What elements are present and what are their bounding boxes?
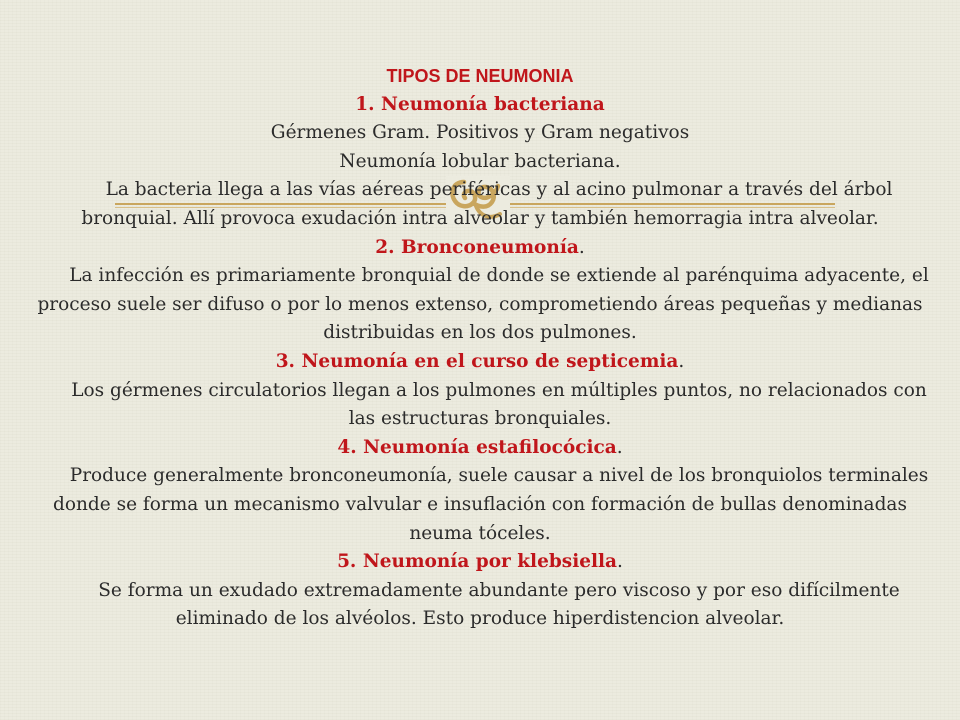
section-1-body: La bacteria llega a las vías aéreas periféricas y al acino pulmonar a través del árbol bronquial. Allí provoca exudación intra alveolar y también hemorragia intra alveolar. (81, 179, 893, 229)
section-heading-3: 3. Neumonía en el curso de septicemia. (275, 350, 685, 372)
section-heading-5: 5. Neumonía por klebsiella. (337, 551, 623, 573)
section-4-body: Produce generalmente bronconeumonía, suele causar a nivel de los bronquiolos terminales donde se forma un mecanismo valvular e insuflación con formación de bullas denominadas neuma tóceles. (53, 465, 929, 544)
section-1-subtitle-2: Neumonía lobular bacteriana. (339, 150, 621, 172)
section-heading-1: 1. Neumonía bacteriana (355, 93, 605, 115)
slide-title: TIPOS DE NEUMONIA (386, 66, 574, 86)
section-2-body: La infección es primariamente bronquial de donde se extiende al parénquima adyacente, el proceso suele ser difuso o por lo menos extenso, comprometiendo áreas pequeñas y medianas distribuidas en los dos pulmones. (37, 265, 929, 344)
section-1-subtitle-1: Gérmenes Gram. Positivos y Gram negativos (270, 122, 690, 144)
section-3-body: Los gérmenes circulatorios llegan a los pulmones en múltiples puntos, no relacionados con las estructuras bronquiales. (71, 379, 927, 430)
section-heading-2: 2. Bronconeumonía. (375, 236, 585, 258)
slide-content (20, 62, 940, 634)
section-heading-4: 4. Neumonía estafilocócica. (337, 436, 623, 458)
section-5-body: Se forma un exudado extremadamente abundante pero viscoso y por eso difícilmente eliminado de los alvéolos. Esto produce hiperdistencion alveolar. (98, 579, 900, 630)
